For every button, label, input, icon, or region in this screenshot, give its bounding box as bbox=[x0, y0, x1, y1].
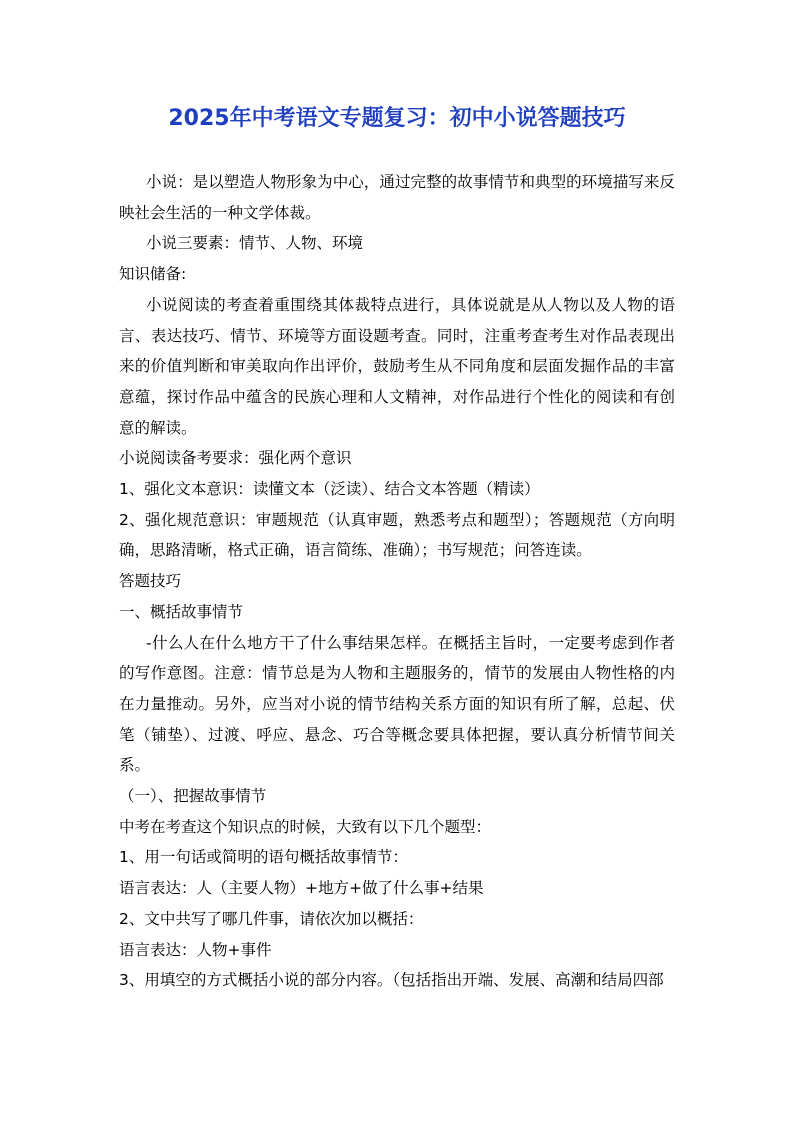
paragraph-plot-explanation: -什么人在什么地方干了什么事结果怎样。在概括主旨时，一定要考虑到作者的写作意图。注意：情节总是为人物和主题服务的，情节的发展由人物性格的内在力量推动。另外，应当对小说的情节结构关系方面的知识有所了解，总起、伏笔（铺垫）、过渡、呼应、悬念、巧合等概念要具体把握，要认真分析情节间关系。 bbox=[119, 633, 675, 775]
document-title: 2025年中考语文专题复习：初中小说答题技巧 bbox=[168, 106, 626, 131]
paragraph-question-types-intro: 中考在考查这个知识点的时候，大致有以下几个题型： bbox=[119, 817, 492, 836]
list-item-one-sentence-summary: 1、用一句话或简明的语句概括故事情节： bbox=[119, 848, 408, 867]
heading-knowledge-reserve: 知识储备: bbox=[119, 265, 187, 284]
heading-answer-skills: 答题技巧 bbox=[119, 572, 182, 591]
paragraph-expression-formula-1: 语言表达：人（主要人物）+地方+做了什么事+结果 bbox=[119, 879, 484, 898]
list-item-norm-awareness: 2、强化规范意识：审题规范（认真审题，熟悉考点和题型）；答题规范（方向明确，思路清晰，格式正确，语言简练、准确）；书写规范；问答连读。 bbox=[119, 510, 675, 560]
list-item-text-awareness: 1、强化文本意识：读懂文本（泛读）、结合文本答题（精读） bbox=[119, 480, 540, 499]
paragraph-three-elements: 小说三要素：情节、人物、环境 bbox=[146, 234, 364, 253]
heading-summarize-plot: 一、概括故事情节 bbox=[119, 602, 244, 621]
paragraph-novel-definition: 小说：是以塑造人物形象为中心，通过完整的故事情节和典型的环境描写来反映社会生活的一种文学体裁。 bbox=[119, 173, 675, 222]
paragraph-reading-assessment: 小说阅读的考查着重围绕其体裁特点进行，具体说就是从人物以及人物的语言、表达技巧、情节、环境等方面设题考查。同时，注重考查考生对作品表现出来的价值判断和审美取向作出评价，鼓励考生从不同角度和层面发掘作品的丰富意蕴，探讨作品中蕴含的民族心理和人文精神，对作品进行个性化的阅读和有创意的解读。 bbox=[119, 295, 675, 437]
subheading-grasp-plot: （一）、把握故事情节 bbox=[119, 787, 267, 806]
document-body bbox=[119, 167, 675, 996]
paragraph-expression-formula-2: 语言表达：人物+事件 bbox=[119, 940, 272, 959]
heading-prep-requirements: 小说阅读备考要求：强化两个意识 bbox=[119, 449, 352, 468]
list-item-fill-in-summary: 3、用填空的方式概括小说的部分内容。（包括指出开端、发展、高潮和结局四部 bbox=[119, 971, 664, 990]
list-item-events-summary: 2、文中共写了哪几件事，请依次加以概括： bbox=[119, 909, 424, 928]
